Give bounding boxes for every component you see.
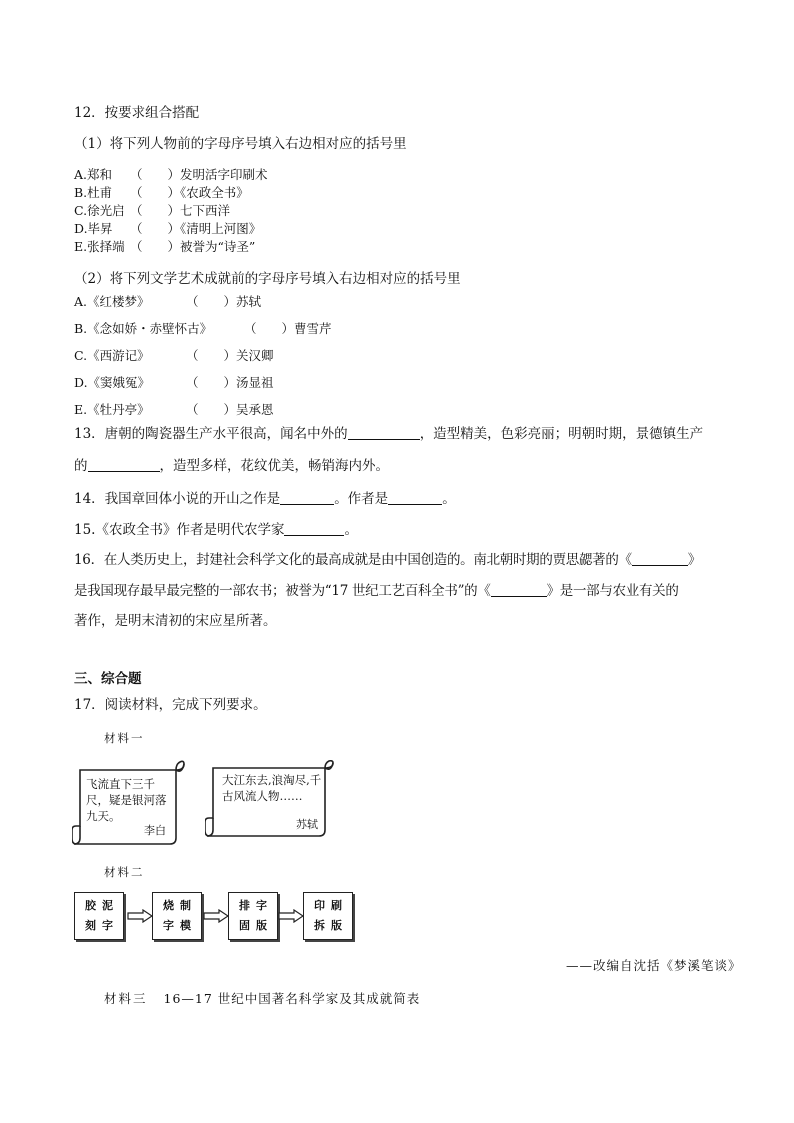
list-item: [74, 238, 255, 256]
flow-step-text: 固版: [239, 919, 273, 932]
answer-bracket[interactable]: （ ）: [244, 321, 295, 336]
item-right: 《农政全书》: [180, 185, 249, 200]
q13-text: 的: [74, 458, 88, 474]
scroll-2-author: 苏轼: [296, 818, 318, 831]
material-1-label: 材料一: [104, 731, 145, 745]
flow-step-4: [303, 892, 353, 940]
q15-line: [74, 521, 358, 539]
flow-step-text: 拆版: [314, 919, 348, 932]
q16-line1: [74, 551, 701, 569]
flow-step-3: [228, 892, 278, 940]
list-item: [74, 293, 261, 311]
q13-text: 13．唐朝的陶瓷器生产水平很高，闻名中外的: [74, 426, 348, 442]
item-left: A.《红楼梦》: [74, 294, 150, 309]
q13-line1: [74, 425, 703, 443]
answer-blank[interactable]: [632, 551, 688, 566]
q14-text: 14．我国章回体小说的开山之作是: [74, 491, 281, 507]
answer-bracket[interactable]: （ ）: [130, 185, 181, 200]
q14-text: 。作者是: [334, 491, 389, 507]
list-item: [74, 374, 274, 392]
answer-bracket[interactable]: （ ）: [186, 294, 237, 309]
q13-text: ，造型多样，花纹优美，畅销海内外。: [159, 458, 389, 474]
q16-text: 》是一部与农业有关的: [546, 583, 679, 599]
answer-blank[interactable]: [88, 457, 160, 472]
item-right: 苏轼: [236, 294, 262, 309]
item-right: 被誉为“诗圣”: [180, 239, 256, 254]
list-item: [74, 202, 230, 220]
item-left: E.《牡丹亭》: [74, 402, 150, 417]
answer-bracket[interactable]: （ ）: [130, 221, 181, 236]
flow-step-text: 烧制: [163, 899, 197, 912]
flow-step-text: 胶泥: [85, 899, 119, 912]
material-2-source: ——改编自沈括《梦溪笔谈》: [566, 958, 742, 973]
q15-text: 。: [344, 522, 358, 538]
q12-part1-title: （1）将下列人物前的字母序号填入右边相对应的括号里: [74, 136, 407, 152]
material-2-label: 材料二: [104, 865, 145, 879]
item-right: 汤显祖: [236, 375, 274, 390]
answer-blank[interactable]: [348, 425, 420, 440]
scroll-1-poem: 飞流直下三千尺，疑是银河落九天。: [86, 777, 167, 823]
list-item: [74, 184, 249, 202]
item-right: 曹雪芹: [294, 321, 332, 336]
flow-arrow-icon: [203, 909, 229, 923]
item-right: 发明活字印刷术: [180, 167, 268, 182]
flow-step-text: 字模: [163, 919, 197, 932]
item-left: C.徐光启: [74, 203, 125, 218]
q16-text: 》: [687, 552, 701, 568]
flow-arrow-icon: [127, 909, 153, 923]
q16-text: 是我国现存最早最完整的一部农书；被誉为“17 世纪工艺百科全书”的《: [74, 583, 491, 599]
answer-blank[interactable]: [280, 490, 334, 505]
list-item: [74, 401, 274, 419]
flow-step-text: 刻字: [85, 919, 119, 932]
q12-title: 12．按要求组合搭配: [74, 105, 200, 121]
answer-bracket[interactable]: （ ）: [130, 239, 181, 254]
q17-title: 17．阅读材料，完成下列要求。: [74, 697, 267, 713]
item-right: 《清明上河图》: [180, 221, 262, 236]
flow-arrow-icon: [278, 909, 304, 923]
list-item: [74, 166, 268, 184]
q14-text: 。: [442, 491, 456, 507]
scroll-2-poem: 大江东去,浪淘尽,千古风流人物……: [222, 773, 322, 803]
item-left: B.杜甫: [74, 185, 113, 200]
answer-bracket[interactable]: （ ）: [186, 348, 237, 363]
item-left: A.郑和: [74, 167, 113, 182]
item-left: D.毕昇: [74, 221, 113, 236]
item-right: 关汉卿: [236, 348, 274, 363]
flow-step-text: 印刷: [314, 899, 348, 912]
q14-line: [74, 490, 456, 508]
flow-step-2: [152, 892, 202, 940]
item-right: 吴承恩: [236, 402, 274, 417]
q16-line2: [74, 582, 679, 600]
q13-line2: [74, 457, 389, 475]
answer-blank[interactable]: [491, 582, 547, 597]
flow-step-1: [74, 892, 124, 940]
q13-text: ，造型精美，色彩亮丽；明朝时期，景德镇生产: [419, 426, 704, 442]
list-item: [74, 320, 332, 338]
item-left: B.《念如娇・赤壁怀古》: [74, 321, 213, 336]
material-3-label: 材料三: [104, 991, 148, 1006]
scroll-1-author: 李白: [144, 824, 166, 837]
item-left: E.张择端: [74, 239, 125, 254]
q16-line3: 著作，是明末清初的宋应星所著。: [74, 613, 277, 629]
answer-bracket[interactable]: （ ）: [130, 203, 181, 218]
section-title: 三、综合题: [74, 671, 142, 687]
item-right: 七下西洋: [180, 203, 231, 218]
answer-blank[interactable]: [388, 490, 442, 505]
answer-bracket[interactable]: （ ）: [130, 167, 181, 182]
list-item: [74, 347, 274, 365]
q12-part2-title: （2）将下列文学艺术成就前的字母序号填入右边相对应的括号里: [74, 271, 461, 287]
item-left: D.《窦娥冤》: [74, 375, 151, 390]
answer-bracket[interactable]: （ ）: [186, 402, 237, 417]
q16-text: 16．在人类历史上，封建社会科学文化的最高成就是由中国创造的。南北朝时期的贾思勰著的《: [74, 552, 632, 568]
material-3-header: [104, 990, 420, 1008]
list-item: [74, 220, 261, 238]
material-3-title: 16—17 世纪中国著名科学家及其成就简表: [163, 991, 421, 1006]
answer-bracket[interactable]: （ ）: [186, 375, 237, 390]
answer-blank[interactable]: [284, 521, 344, 536]
flow-step-text: 排字: [239, 899, 273, 912]
q15-text: 15.《农政全书》作者是明代农学家: [74, 522, 285, 538]
item-left: C.《西游记》: [74, 348, 150, 363]
